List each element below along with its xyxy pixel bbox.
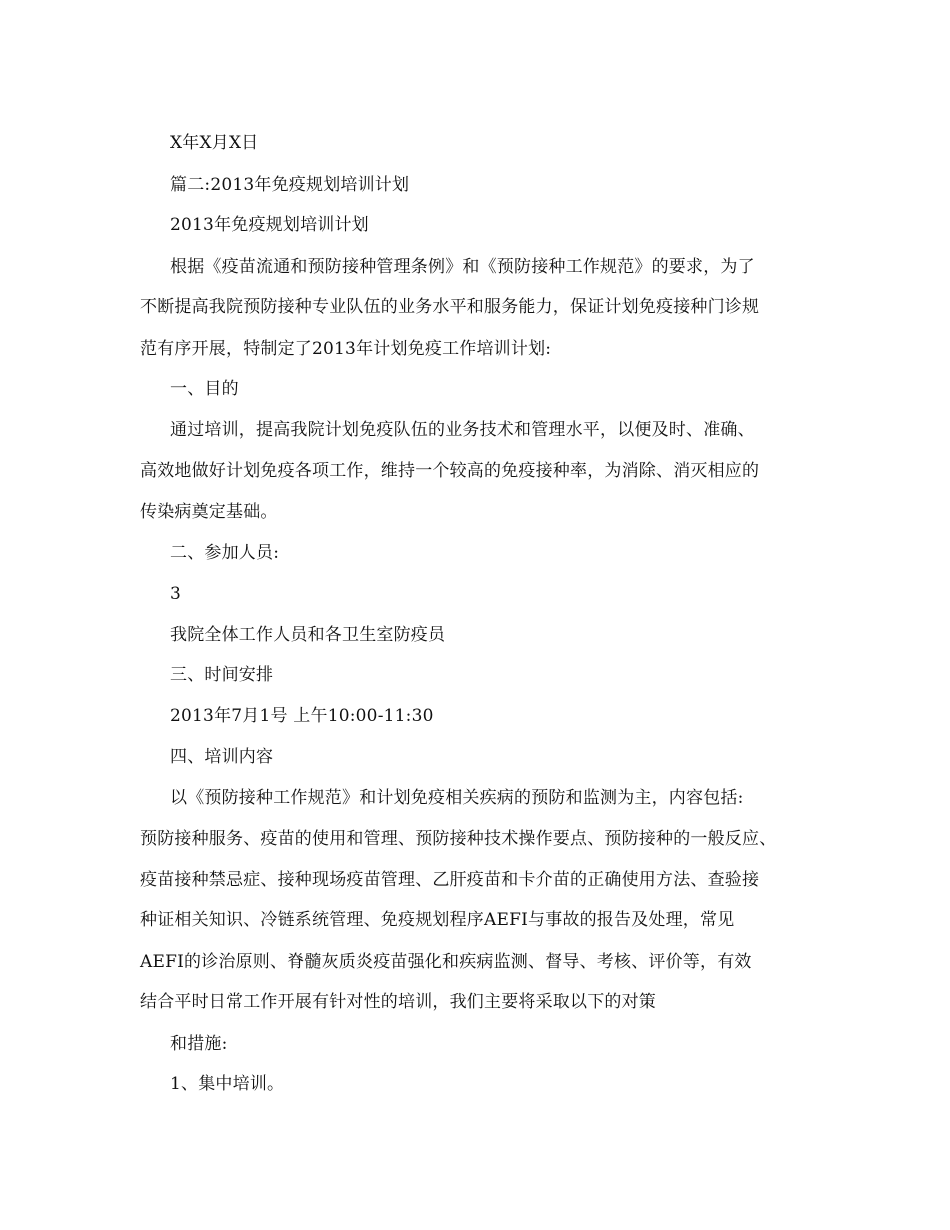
subheading: 四、培训内容 [170,747,274,767]
subheading: 一、目的 [170,379,239,399]
paragraph-line: 我院全体工作人员和各卫生室防疫员 [170,625,446,645]
section-heading: 篇二:2013年免疫规划培训计划 [170,175,410,195]
paragraph-line: 范有序开展，特制定了2013年计划免疫工作培训计划: [140,339,552,359]
paragraph-line: 和措施: [170,1034,228,1054]
paragraph-line: 不断提高我院预防接种专业队伍的业务水平和服务能力，保证计划免疫接种门诊规 [140,297,760,317]
paragraph-line: 结合平时日常工作开展有针对性的培训，我们主要将采取以下的对策 [140,992,656,1012]
page-number: 3 [170,584,182,604]
paragraph-line: 根据《疫苗流通和预防接种管理条例》和《预防接种工作规范》的要求，为了 [170,257,755,277]
subheading: 三、时间安排 [170,665,274,685]
paragraph-line: 种证相关知识、冷链系统管理、免疫规划程序AEFI与事故的报告及处理，常见 [140,910,735,930]
date-line: X年X月X日 [170,133,259,153]
paragraph-line: 传染病奠定基础。 [140,502,278,522]
paragraph-line: 以《预防接种工作规范》和计划免疫相关疾病的预防和监测为主，内容包括: [170,788,744,808]
paragraph-line: AEFI的诊治原则、脊髓灰质炎疫苗强化和疾病监测、督导、考核、评价等，有效 [140,952,752,972]
paragraph-line: 高效地做好计划免疫各项工作，维持一个较高的免疫接种率，为消除、消灭相应的 [140,461,760,481]
document-title: 2013年免疫规划培训计划 [170,215,369,235]
paragraph-line: 通过培训，提高我院计划免疫队伍的业务技术和管理水平，以便及时、准确、 [170,420,755,440]
paragraph-line: 疫苗接种禁忌症、接种现场疫苗管理、乙肝疫苗和卡介苗的正确使用方法、查验接 [140,870,760,890]
subheading: 二、参加人员: [170,543,280,563]
list-item: 1、集中培训。 [170,1074,285,1094]
paragraph-line: 预防接种服务、疫苗的使用和管理、预防接种技术操作要点、预防接种的一般反应、 [140,829,777,849]
paragraph-line: 2013年7月1号 上午10:00-11:30 [170,706,434,726]
